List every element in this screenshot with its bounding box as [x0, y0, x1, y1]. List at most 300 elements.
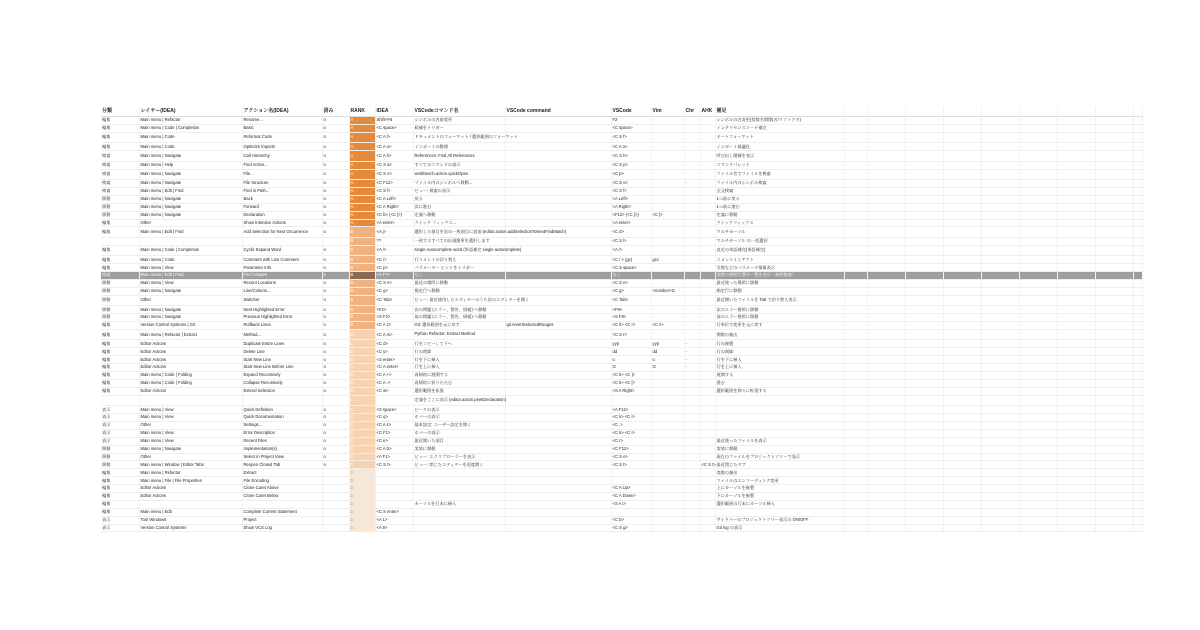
- table-cell[interactable]: [943, 322, 981, 330]
- table-cell[interactable]: [505, 264, 611, 272]
- table-row[interactable]: [101, 524, 1142, 532]
- table-cell[interactable]: Shift+F6: [375, 117, 413, 125]
- table-cell[interactable]: <C S r>: [611, 329, 651, 340]
- table-cell[interactable]: [905, 195, 943, 203]
- table-row[interactable]: [101, 371, 1142, 379]
- table-cell[interactable]: [1095, 348, 1133, 356]
- table-cell[interactable]: [867, 187, 905, 195]
- table-cell[interactable]: [684, 492, 700, 500]
- table-cell[interactable]: [684, 461, 700, 469]
- table-cell[interactable]: o: [651, 356, 684, 364]
- table-cell[interactable]: Collapse Recursively: [242, 379, 322, 387]
- table-cell[interactable]: [844, 469, 867, 477]
- table-cell[interactable]: Version Control Systems | Git: [139, 322, 242, 330]
- table-cell[interactable]: [905, 124, 943, 132]
- table-cell[interactable]: [905, 132, 943, 143]
- table-cell[interactable]: [1019, 306, 1057, 314]
- table-cell[interactable]: [242, 500, 322, 508]
- table-cell[interactable]: [943, 180, 981, 188]
- table-cell[interactable]: B: [349, 279, 375, 287]
- table-cell[interactable]: [651, 161, 684, 169]
- table-cell[interactable]: [1019, 516, 1057, 524]
- table-cell[interactable]: [905, 187, 943, 195]
- table-cell[interactable]: [1133, 379, 1142, 387]
- table-cell[interactable]: B: [349, 295, 375, 306]
- table-cell[interactable]: [505, 508, 611, 516]
- column-header[interactable]: [1019, 107, 1057, 117]
- table-cell[interactable]: [844, 195, 867, 203]
- table-cell[interactable]: [867, 356, 905, 364]
- table-cell[interactable]: [1133, 348, 1142, 356]
- table-row[interactable]: [101, 161, 1142, 169]
- table-cell[interactable]: [684, 169, 700, 180]
- table-cell[interactable]: [844, 329, 867, 340]
- table-cell[interactable]: [1095, 453, 1133, 461]
- table-cell[interactable]: [684, 406, 700, 414]
- table-cell[interactable]: C: [349, 414, 375, 422]
- table-cell[interactable]: <S space>: [375, 406, 413, 414]
- table-cell[interactable]: [651, 421, 684, 429]
- table-cell[interactable]: [844, 256, 867, 264]
- table-cell[interactable]: o: [322, 461, 349, 469]
- table-cell[interactable]: オートフォーマット: [715, 132, 844, 143]
- table-cell[interactable]: 最近使ったファイルを表示: [715, 437, 844, 445]
- table-cell[interactable]: 移動: [101, 461, 139, 469]
- table-cell[interactable]: [700, 306, 715, 314]
- table-cell[interactable]: [1095, 524, 1133, 532]
- table-cell[interactable]: [684, 322, 700, 330]
- table-cell[interactable]: [867, 461, 905, 469]
- table-cell[interactable]: [867, 264, 905, 272]
- table-row[interactable]: [101, 237, 1142, 245]
- table-cell[interactable]: [1019, 406, 1057, 414]
- table-cell[interactable]: [905, 329, 943, 340]
- table-cell[interactable]: [943, 387, 981, 395]
- table-cell[interactable]: [700, 356, 715, 364]
- table-cell[interactable]: [1019, 348, 1057, 356]
- table-cell[interactable]: [651, 295, 684, 306]
- table-cell[interactable]: 変数の参照位置の一覧を表示（参照検索）: [715, 272, 844, 280]
- table-cell[interactable]: <S A i>: [611, 500, 651, 508]
- table-cell[interactable]: 行コメントの切り替え: [413, 256, 505, 264]
- table-cell[interactable]: <C A +>: [375, 371, 413, 379]
- table-cell[interactable]: [943, 329, 981, 340]
- table-cell[interactable]: [981, 406, 1019, 414]
- table-cell[interactable]: [684, 195, 700, 203]
- table-cell[interactable]: 移動: [101, 203, 139, 211]
- table-cell[interactable]: Start New Line Before Line: [242, 364, 322, 372]
- table-cell[interactable]: [1019, 329, 1057, 340]
- table-cell[interactable]: [905, 445, 943, 453]
- table-cell[interactable]: [505, 516, 611, 524]
- table-cell[interactable]: Git: 選択範囲を元に戻す: [413, 322, 505, 330]
- table-cell[interactable]: [505, 143, 611, 151]
- table-cell[interactable]: D: [349, 485, 375, 493]
- table-cell[interactable]: 一致するすべての出現箇所を選択します: [413, 237, 505, 245]
- table-cell[interactable]: [684, 132, 700, 143]
- table-cell[interactable]: [651, 124, 684, 132]
- table-cell[interactable]: [505, 287, 611, 295]
- table-cell[interactable]: Start New Line: [242, 356, 322, 364]
- table-cell[interactable]: [651, 429, 684, 437]
- table-cell[interactable]: <C />: [375, 256, 413, 264]
- table-cell[interactable]: 行を上に挿入: [413, 364, 505, 372]
- table-cell[interactable]: [1133, 245, 1142, 256]
- table-cell[interactable]: [981, 387, 1019, 395]
- table-cell[interactable]: Main menu | File | File Properties: [139, 477, 242, 485]
- table-cell[interactable]: [651, 237, 684, 245]
- table-cell[interactable]: [943, 485, 981, 493]
- table-cell[interactable]: Editor Actions: [139, 340, 242, 348]
- table-cell[interactable]: [981, 180, 1019, 188]
- table-cell[interactable]: [700, 516, 715, 524]
- table-cell[interactable]: Main menu | Code: [139, 132, 242, 143]
- table-cell[interactable]: [505, 348, 611, 356]
- table-cell[interactable]: [651, 461, 684, 469]
- table-row[interactable]: [101, 314, 1142, 322]
- table-cell[interactable]: o: [322, 371, 349, 379]
- table-cell[interactable]: [505, 180, 611, 188]
- table-cell[interactable]: [867, 387, 905, 395]
- table-cell[interactable]: [1133, 203, 1142, 211]
- table-cell[interactable]: [844, 387, 867, 395]
- table-cell[interactable]: 戻る: [413, 195, 505, 203]
- table-cell[interactable]: [700, 406, 715, 414]
- table-cell[interactable]: o: [322, 256, 349, 264]
- table-cell[interactable]: [700, 117, 715, 125]
- table-cell[interactable]: [1133, 429, 1142, 437]
- table-cell[interactable]: [905, 371, 943, 379]
- table-cell[interactable]: 次のエラー箇所に移動: [715, 306, 844, 314]
- table-cell[interactable]: [684, 245, 700, 256]
- table-cell[interactable]: Quick Definition: [242, 406, 322, 414]
- table-cell[interactable]: [700, 219, 715, 227]
- table-cell[interactable]: C: [349, 421, 375, 429]
- table-cell[interactable]: Extend Selection: [242, 387, 322, 395]
- table-cell[interactable]: [684, 161, 700, 169]
- table-cell[interactable]: 移動: [101, 295, 139, 306]
- table-cell[interactable]: [943, 469, 981, 477]
- table-cell[interactable]: [1095, 187, 1133, 195]
- table-cell[interactable]: [867, 371, 905, 379]
- table-cell[interactable]: o: [322, 340, 349, 348]
- table-cell[interactable]: [1057, 279, 1095, 287]
- table-cell[interactable]: [242, 395, 322, 406]
- table-cell[interactable]: [905, 387, 943, 395]
- table-cell[interactable]: [981, 187, 1019, 195]
- table-row[interactable]: [101, 124, 1142, 132]
- table-cell[interactable]: B: [349, 322, 375, 330]
- table-cell[interactable]: [844, 379, 867, 387]
- table-cell[interactable]: Main menu | View: [139, 429, 242, 437]
- table-cell[interactable]: [867, 279, 905, 287]
- table-row[interactable]: [101, 406, 1142, 414]
- table-cell[interactable]: [700, 329, 715, 340]
- table-cell[interactable]: [981, 117, 1019, 125]
- table-cell[interactable]: [844, 295, 867, 306]
- table-cell[interactable]: [1095, 195, 1133, 203]
- table-row[interactable]: [101, 364, 1142, 372]
- table-cell[interactable]: [1133, 508, 1142, 516]
- table-cell[interactable]: [505, 395, 611, 406]
- table-cell[interactable]: A: [349, 195, 375, 203]
- table-cell[interactable]: o: [322, 356, 349, 364]
- table-cell[interactable]: [844, 437, 867, 445]
- table-cell[interactable]: <C A h>: [375, 151, 413, 162]
- table-cell[interactable]: Main menu | Code | Folding: [139, 371, 242, 379]
- table-cell[interactable]: [943, 195, 981, 203]
- table-cell[interactable]: [413, 516, 505, 524]
- table-cell[interactable]: B: [349, 245, 375, 256]
- table-cell[interactable]: [1019, 340, 1057, 348]
- column-header[interactable]: 補足: [715, 107, 844, 117]
- table-cell[interactable]: [1019, 264, 1057, 272]
- table-cell[interactable]: Main menu | Code | Folding: [139, 379, 242, 387]
- table-cell[interactable]: 最近開いたファイルを Tab で切り替え表示: [715, 295, 844, 306]
- table-cell[interactable]: [867, 143, 905, 151]
- table-cell[interactable]: A: [349, 151, 375, 162]
- table-cell[interactable]: [981, 461, 1019, 469]
- table-cell[interactable]: [844, 287, 867, 295]
- table-cell[interactable]: [1133, 237, 1142, 245]
- table-cell[interactable]: <A Left>: [611, 195, 651, 203]
- table-cell[interactable]: [1057, 469, 1095, 477]
- table-cell[interactable]: [651, 477, 684, 485]
- table-cell[interactable]: [1057, 421, 1095, 429]
- table-cell[interactable]: 最近閉じたタブ: [715, 461, 844, 469]
- table-row[interactable]: [101, 461, 1142, 469]
- table-cell[interactable]: <C A ->: [375, 379, 413, 387]
- table-cell[interactable]: [505, 500, 611, 508]
- table-cell[interactable]: [943, 161, 981, 169]
- table-cell[interactable]: [981, 245, 1019, 256]
- table-cell[interactable]: ??: [375, 237, 413, 245]
- table-cell[interactable]: [943, 237, 981, 245]
- table-cell[interactable]: [322, 237, 349, 245]
- table-cell[interactable]: [981, 203, 1019, 211]
- table-cell[interactable]: workbench.action.quickOpen: [413, 169, 505, 180]
- table-cell[interactable]: [844, 245, 867, 256]
- table-cell[interactable]: <C k> <C [>: [611, 379, 651, 387]
- table-cell[interactable]: 編集: [101, 322, 139, 330]
- table-cell[interactable]: [905, 161, 943, 169]
- table-cell[interactable]: インポート最適化: [715, 143, 844, 151]
- table-cell[interactable]: [1019, 143, 1057, 151]
- table-cell[interactable]: [700, 524, 715, 532]
- table-cell[interactable]: [1057, 445, 1095, 453]
- table-cell[interactable]: [413, 524, 505, 532]
- table-cell[interactable]: [905, 437, 943, 445]
- table-row[interactable]: [101, 295, 1142, 306]
- table-cell[interactable]: <C w>: [375, 387, 413, 395]
- table-cell[interactable]: o: [322, 272, 349, 280]
- table-cell[interactable]: [844, 306, 867, 314]
- table-cell[interactable]: D: [349, 500, 375, 508]
- table-cell[interactable]: 定義をここに表示 (editor.action.peekDeclaration): [413, 395, 505, 406]
- table-cell[interactable]: [139, 237, 242, 245]
- table-cell[interactable]: [505, 406, 611, 414]
- table-cell[interactable]: Python Refactor: Extract Method: [413, 329, 505, 340]
- table-cell[interactable]: [981, 524, 1019, 532]
- table-cell[interactable]: [867, 203, 905, 211]
- table-cell[interactable]: [1019, 429, 1057, 437]
- table-cell[interactable]: Call Hierarchy: [242, 151, 322, 162]
- table-cell[interactable]: [505, 485, 611, 493]
- table-cell[interactable]: [943, 524, 981, 532]
- table-cell[interactable]: C: [349, 329, 375, 340]
- table-cell[interactable]: [943, 264, 981, 272]
- table-cell[interactable]: [1095, 329, 1133, 340]
- table-cell[interactable]: 移動: [101, 314, 139, 322]
- table-cell[interactable]: 下にカーソルを複製: [715, 492, 844, 500]
- table-cell[interactable]: [1095, 322, 1133, 330]
- table-cell[interactable]: o: [322, 124, 349, 132]
- table-cell[interactable]: Editor Actions: [139, 492, 242, 500]
- table-cell[interactable]: Project: [242, 516, 322, 524]
- table-cell[interactable]: C: [349, 348, 375, 356]
- table-cell[interactable]: [905, 348, 943, 356]
- table-cell[interactable]: [867, 348, 905, 356]
- column-header[interactable]: RANK: [349, 107, 375, 117]
- table-row[interactable]: [101, 414, 1142, 422]
- table-cell[interactable]: [943, 314, 981, 322]
- table-cell[interactable]: [1019, 151, 1057, 162]
- table-cell[interactable]: [905, 395, 943, 406]
- table-cell[interactable]: Method...: [242, 329, 322, 340]
- table-cell[interactable]: [943, 245, 981, 256]
- table-cell[interactable]: クイック フィックス...: [413, 219, 505, 227]
- table-cell[interactable]: [1057, 237, 1095, 245]
- table-cell[interactable]: [905, 516, 943, 524]
- table-row[interactable]: [101, 485, 1142, 493]
- table-cell[interactable]: [943, 461, 981, 469]
- table-cell[interactable]: 表示: [101, 429, 139, 437]
- table-cell[interactable]: [981, 306, 1019, 314]
- table-row[interactable]: [101, 453, 1142, 461]
- table-cell[interactable]: [1019, 371, 1057, 379]
- table-cell[interactable]: [700, 379, 715, 387]
- table-cell[interactable]: [1133, 227, 1142, 238]
- table-cell[interactable]: ドキュメントのフォーマット / 選択範囲のフォーマット: [413, 132, 505, 143]
- table-cell[interactable]: [684, 237, 700, 245]
- table-cell[interactable]: Expand Recursively: [242, 371, 322, 379]
- table-cell[interactable]: [505, 237, 611, 245]
- table-cell[interactable]: C: [349, 364, 375, 372]
- table-cell[interactable]: [1095, 237, 1133, 245]
- column-header[interactable]: 済み: [322, 107, 349, 117]
- table-cell[interactable]: [943, 477, 981, 485]
- table-cell[interactable]: [943, 429, 981, 437]
- table-cell[interactable]: [715, 508, 844, 516]
- table-row[interactable]: [101, 143, 1142, 151]
- table-cell[interactable]: [867, 492, 905, 500]
- table-cell[interactable]: [651, 414, 684, 422]
- table-cell[interactable]: [611, 508, 651, 516]
- table-cell[interactable]: [905, 477, 943, 485]
- table-cell[interactable]: [867, 245, 905, 256]
- table-cell[interactable]: F2: [611, 117, 651, 125]
- table-cell[interactable]: o: [322, 453, 349, 461]
- table-cell[interactable]: [1133, 445, 1142, 453]
- table-cell[interactable]: [1019, 219, 1057, 227]
- table-cell[interactable]: [684, 379, 700, 387]
- table-cell[interactable]: 編集: [101, 371, 139, 379]
- column-header[interactable]: Chr: [684, 107, 700, 117]
- table-cell[interactable]: [505, 340, 611, 348]
- table-cell[interactable]: Main menu | Code | Completion: [139, 124, 242, 132]
- column-header[interactable]: [844, 107, 867, 117]
- table-cell[interactable]: [1133, 395, 1142, 406]
- table-cell[interactable]: [905, 151, 943, 162]
- table-cell[interactable]: [867, 477, 905, 485]
- table-cell[interactable]: [905, 485, 943, 493]
- table-cell[interactable]: [1019, 169, 1057, 180]
- table-cell[interactable]: <A F1>: [375, 453, 413, 461]
- table-cell[interactable]: [981, 364, 1019, 372]
- table-cell[interactable]: [943, 453, 981, 461]
- table-cell[interactable]: [844, 395, 867, 406]
- table-cell[interactable]: Cyclic Expand Word: [242, 245, 322, 256]
- table-cell[interactable]: [844, 348, 867, 356]
- table-cell[interactable]: Tool Windows: [139, 516, 242, 524]
- table-cell[interactable]: [1019, 437, 1057, 445]
- table-cell[interactable]: o: [322, 379, 349, 387]
- table-cell[interactable]: [1057, 485, 1095, 493]
- table-cell[interactable]: [375, 395, 413, 406]
- table-cell[interactable]: o: [322, 364, 349, 372]
- table-cell[interactable]: [1057, 151, 1095, 162]
- table-cell[interactable]: [1019, 195, 1057, 203]
- table-cell[interactable]: [905, 180, 943, 188]
- table-cell[interactable]: [1057, 406, 1095, 414]
- table-cell[interactable]: [981, 219, 1019, 227]
- table-cell[interactable]: <C S e>: [611, 453, 651, 461]
- table-cell[interactable]: ホバーの表示: [413, 414, 505, 422]
- table-cell[interactable]: [867, 237, 905, 245]
- table-cell[interactable]: [1133, 322, 1142, 330]
- table-cell[interactable]: [981, 264, 1019, 272]
- table-cell[interactable]: [684, 445, 700, 453]
- table-cell[interactable]: [700, 492, 715, 500]
- table-cell[interactable]: [844, 272, 867, 280]
- table-cell[interactable]: [684, 429, 700, 437]
- table-cell[interactable]: ビュー: エクスプローラーを表示: [413, 453, 505, 461]
- table-cell[interactable]: <C F12>: [375, 180, 413, 188]
- table-cell[interactable]: [651, 272, 684, 280]
- table-cell[interactable]: File...: [242, 169, 322, 180]
- table-cell[interactable]: Duplicate Entire Lines: [242, 340, 322, 348]
- table-cell[interactable]: [1133, 437, 1142, 445]
- table-cell[interactable]: D: [349, 524, 375, 532]
- table-cell[interactable]: [1095, 461, 1133, 469]
- table-cell[interactable]: [1133, 295, 1142, 306]
- table-cell[interactable]: [981, 421, 1019, 429]
- table-cell[interactable]: 検索: [101, 187, 139, 195]
- table-cell[interactable]: 1つ前に進む: [715, 203, 844, 211]
- table-cell[interactable]: [943, 287, 981, 295]
- table-cell[interactable]: [1133, 124, 1142, 132]
- table-cell[interactable]: [505, 203, 611, 211]
- table-row[interactable]: [101, 132, 1142, 143]
- table-cell[interactable]: Git log の表示: [715, 524, 844, 532]
- table-cell[interactable]: <F8>: [611, 306, 651, 314]
- table-cell[interactable]: [322, 469, 349, 477]
- table-cell[interactable]: [700, 414, 715, 422]
- table-cell[interactable]: [700, 295, 715, 306]
- table-cell[interactable]: C: [349, 437, 375, 445]
- table-cell[interactable]: B: [349, 227, 375, 238]
- table-cell[interactable]: [505, 477, 611, 485]
